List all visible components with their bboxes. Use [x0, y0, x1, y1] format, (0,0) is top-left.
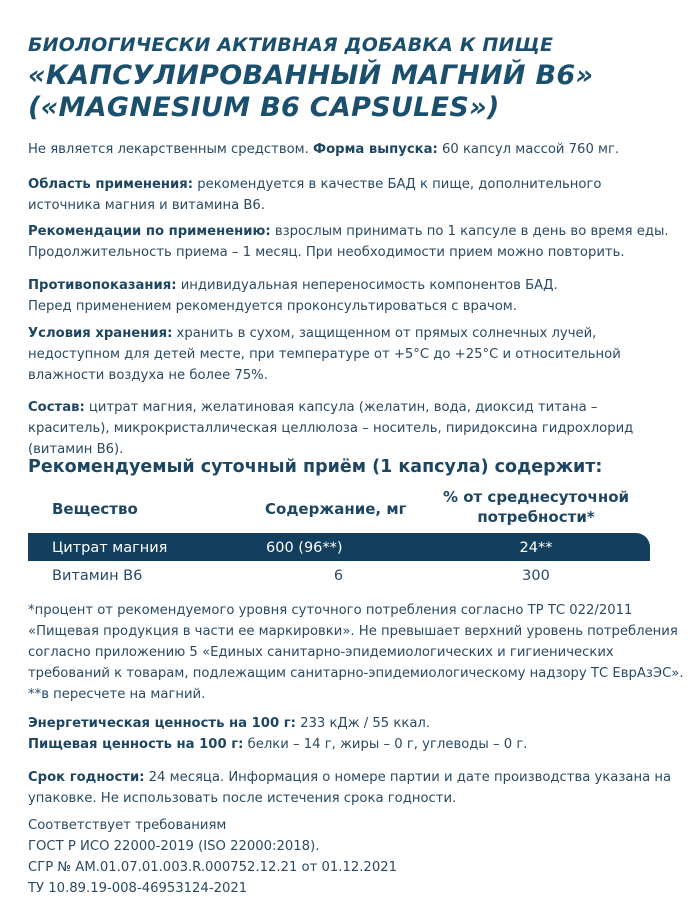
footnote-line-4: требований к товарам, подлежащим санитарно-эпидемиологическому надзору ТС ЕврАзЭС».: [28, 666, 684, 681]
row1-substance: Цитрат магния: [52, 540, 168, 556]
row2-content: 6: [333, 568, 344, 584]
footnote-line-5: **в пересчете на магний.: [28, 687, 206, 702]
not-medicine-text: Не является лекарственным средством.: [28, 142, 309, 157]
composition-text: цитрат магния, желатиновая капсула (желатин, вода, диоксид титана – краситель), микрокристаллическая целлюлоза – носитель, пиридоксина гидрохлорид (витамин B6).: [28, 400, 634, 457]
storage-text: хранить в сухом, защищенном от прямых солнечных лучей, недоступном для детей месте, при температуре от +5°С до +25°С и относительной влажности воздуха не более 75%.: [28, 326, 621, 383]
footnote-line-2: «Пищевая продукция в части ее маркировки». Не превышает верхний уровень потребления: [28, 624, 678, 639]
contraindications-paragraph: [28, 275, 668, 317]
shelf-life-text-1: 24 месяца. Информация о номере партии и дате производства указана на: [144, 770, 672, 785]
storage-label: Условия хранения:: [28, 326, 173, 341]
usage-area-paragraph: [28, 174, 676, 216]
standards-line-2: ГОСТ Р ИСО 22000-2019 (ISO 22000:2018).: [28, 839, 320, 854]
energy-value: 233 кДж / 55 ккал.: [295, 716, 431, 731]
row2-substance: Витамин B6: [52, 568, 143, 584]
header-percent-line2: потребности*: [477, 508, 595, 526]
standards-line-1: Соответствует требованиям: [28, 818, 227, 833]
usage-area-text: рекомендуется в качестве БАД к пище, дополнительного источника магния и витамина B6.: [28, 177, 602, 213]
composition-label: Состав:: [28, 400, 85, 415]
row1-content: 600 (96**): [266, 540, 343, 556]
usage-area-label: Область применения:: [28, 177, 194, 192]
standards-line-3: СГР № AM.01.07.01.003.R.000752.12.21 от 01.12.2021: [28, 860, 397, 875]
contraindications-text-1: индивидуальная непереносимость компонентов БАД.: [176, 278, 558, 293]
energy-label: Энергетическая ценность на 100 г:: [28, 716, 296, 731]
energy-value-line: [28, 713, 668, 734]
storage-paragraph: [28, 323, 668, 386]
header-percent-line1: % от среднесуточной: [442, 488, 630, 506]
recommendations-text-2: Продолжительность приема – 1 месяц. При необходимости прием можно повторить.: [28, 245, 625, 260]
food-value: белки – 14 г, жиры – 0 г, углеводы – 0 г.: [243, 737, 528, 752]
row1-percent: 24**: [519, 540, 553, 556]
food-value-line: [28, 734, 668, 755]
daily-intake-title: Рекомендуемый суточный приём (1 капсула) содержит:: [28, 457, 603, 477]
intro-paragraph: [28, 139, 668, 160]
product-name-ru: «КАПСУЛИРОВАННЫЙ МАГНИЙ B6»: [28, 60, 594, 91]
header-content: Содержание, мг: [265, 500, 407, 518]
form-value: 60 капсул массой 760 мг.: [437, 142, 620, 157]
standards-block: [28, 815, 668, 899]
composition-paragraph: [28, 397, 678, 460]
standards-line-4: ТУ 10.89.19-008-46953124-2021: [28, 881, 248, 896]
footnotes: [28, 600, 688, 705]
contraindications-label: Противопоказания:: [28, 278, 177, 293]
footnote-line-1: *процент от рекомендуемого уровня суточного потребления согласно ТР ТС 022/2011: [28, 603, 633, 618]
product-name-en: («MAGNESIUM B6 CAPSULES»): [28, 92, 500, 123]
header-substance: Вещество: [52, 500, 138, 518]
shelf-life-paragraph: [28, 767, 688, 809]
recommendations-paragraph: [28, 221, 678, 263]
footnote-line-3: согласно приложению 5 «Единых санитарно-эпидемиологических и гигиенических: [28, 645, 614, 660]
form-label: Форма выпуска:: [313, 142, 438, 157]
contraindications-text-2: Перед применением рекомендуется проконсультироваться с врачом.: [28, 299, 517, 314]
header-percent: [436, 487, 636, 527]
supplement-category-title: БИОЛОГИЧЕСКИ АКТИВНАЯ ДОБАВКА К ПИЩЕ: [28, 34, 554, 56]
recommendations-text-1: взрослым принимать по 1 капсуле в день во время еды.: [270, 224, 669, 239]
shelf-life-label: Срок годности:: [28, 770, 145, 785]
recommendations-label: Рекомендации по применению:: [28, 224, 271, 239]
shelf-life-text-2: упаковке. Не использовать после истечения срока годности.: [28, 791, 457, 806]
row2-percent: 300: [522, 568, 550, 584]
food-label: Пищевая ценность на 100 г:: [28, 737, 244, 752]
